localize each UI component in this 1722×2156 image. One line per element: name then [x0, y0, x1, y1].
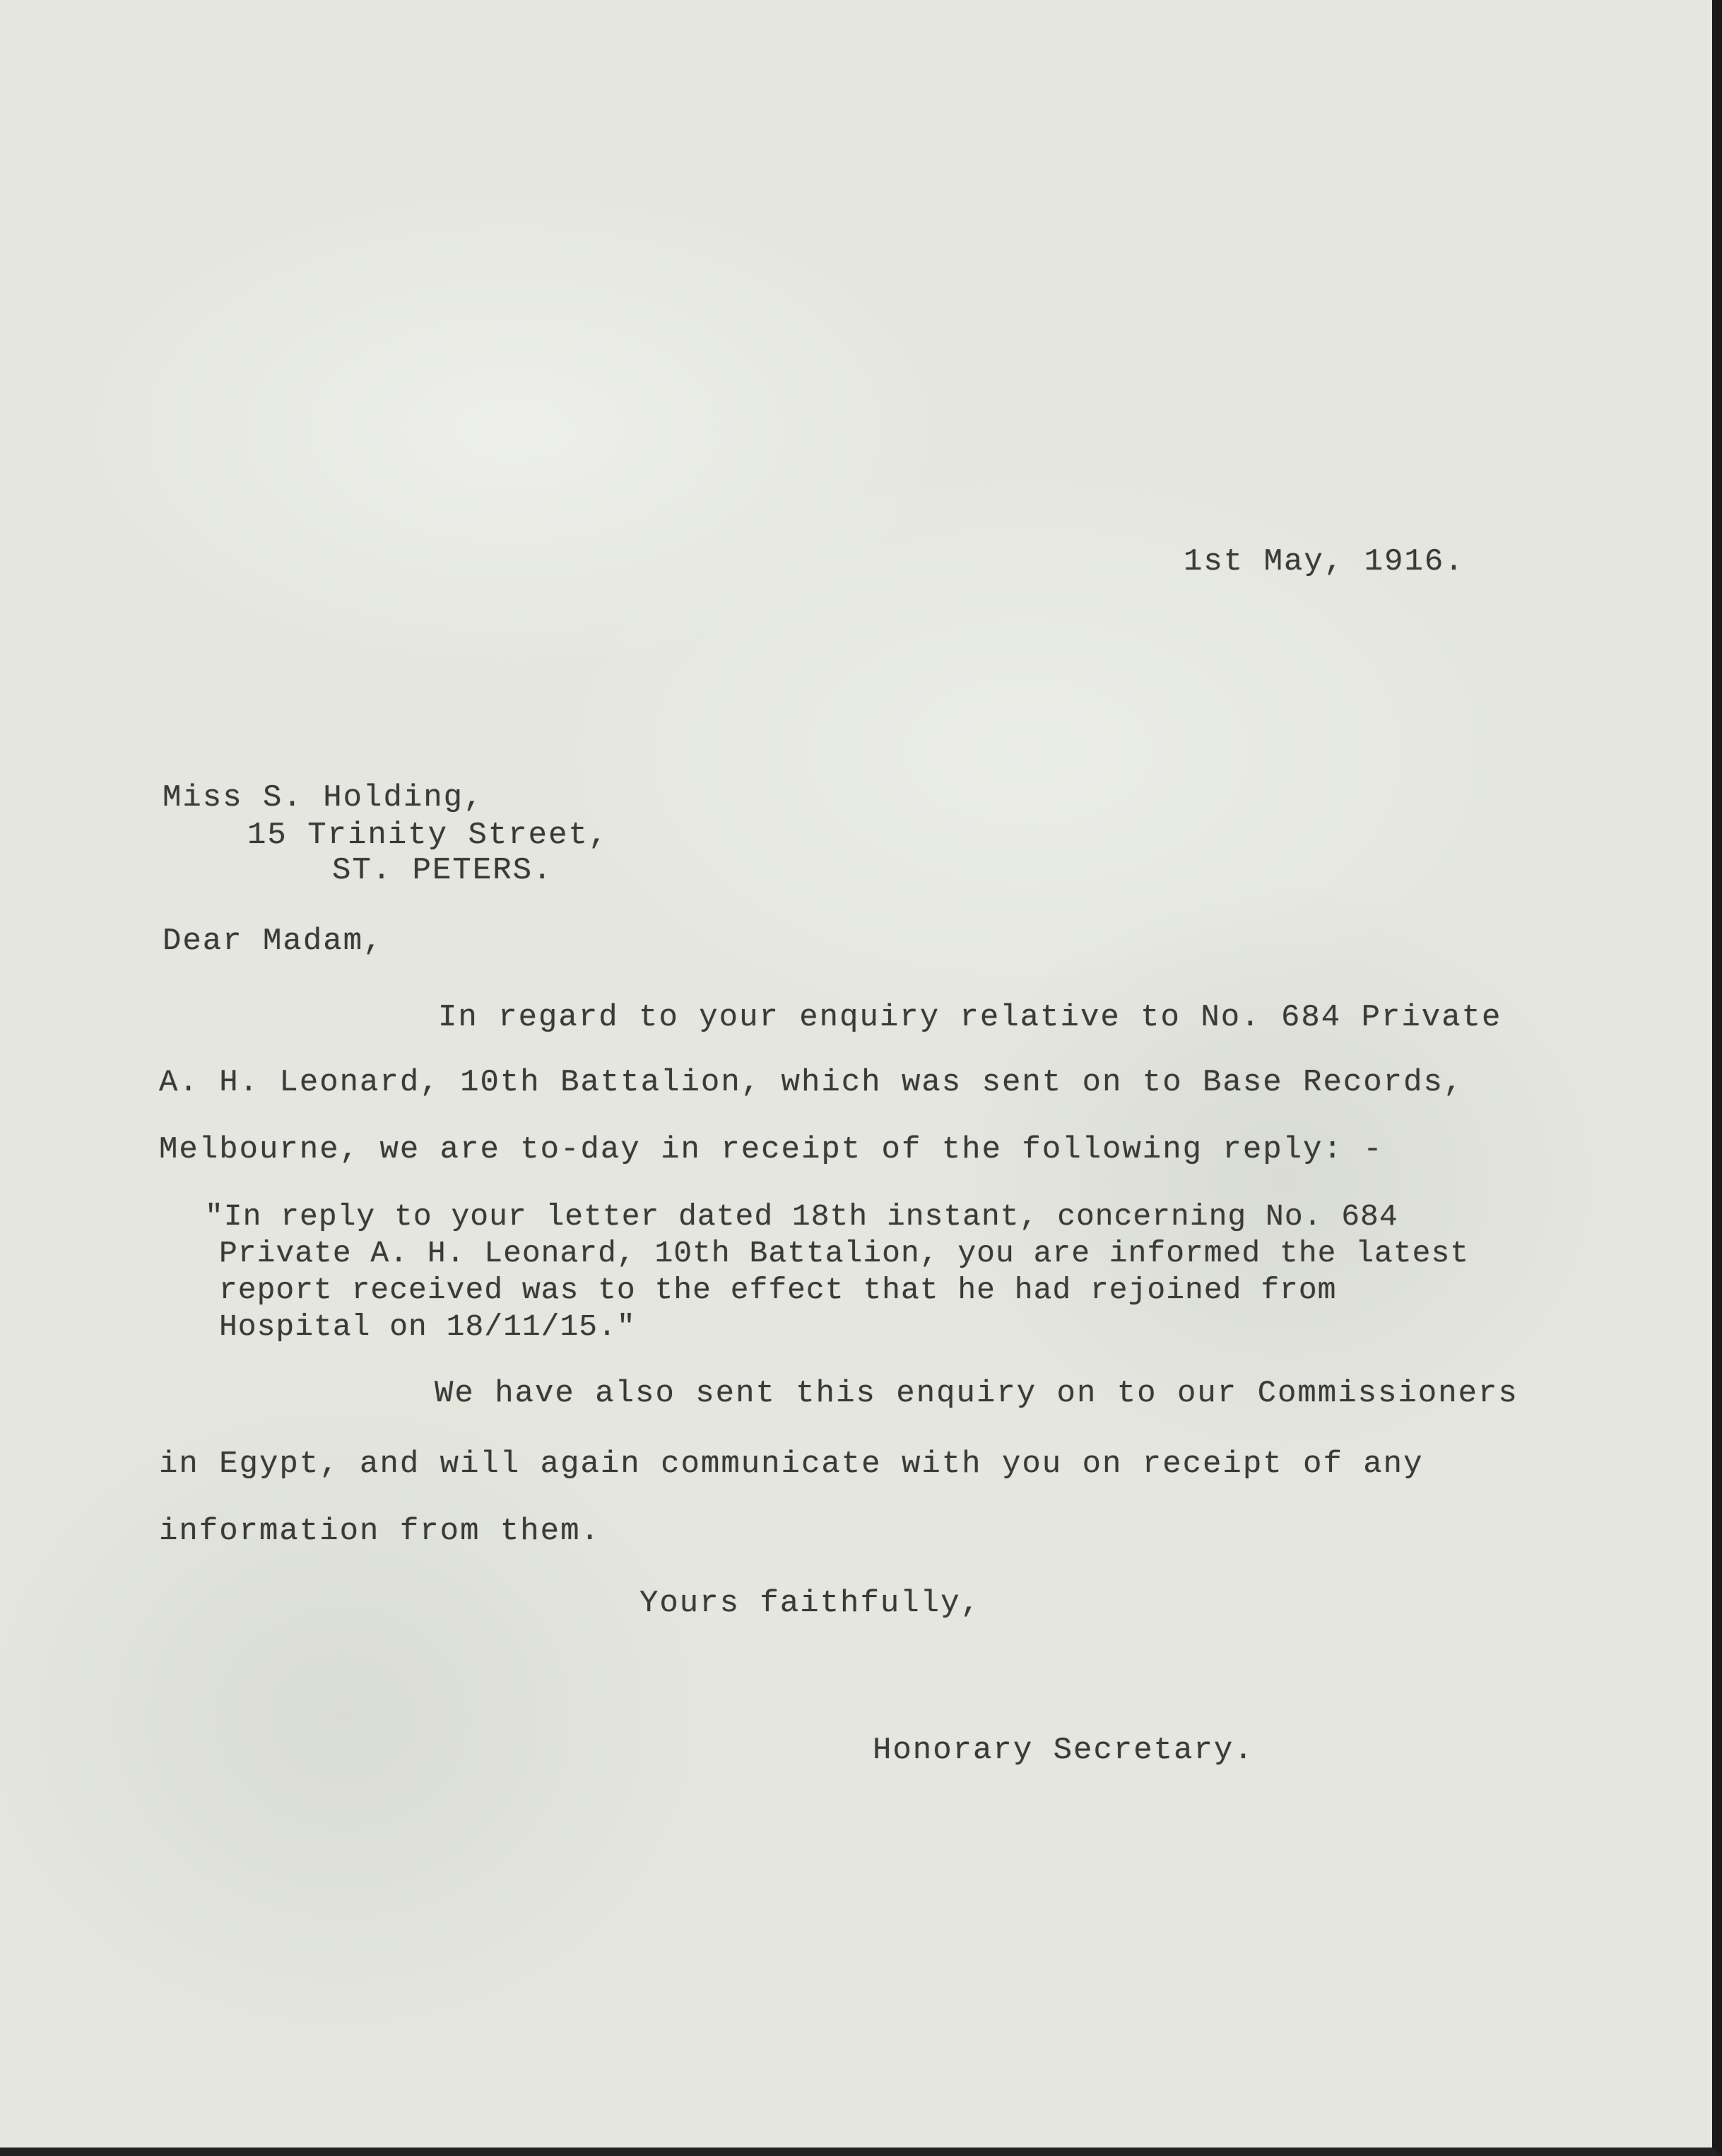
recipient-suburb: ST. PETERS. [332, 853, 553, 888]
quoted-reply-line: "In reply to your letter dated 18th instant, concerning No. 684 [205, 1199, 1398, 1234]
paragraph-line: information from them. [159, 1514, 601, 1549]
quoted-reply-line: Private A. H. Leonard, 10th Battalion, you are informed the latest [219, 1236, 1470, 1271]
paragraph-line: in Egypt, and will again communicate with you on receipt of any [159, 1447, 1424, 1482]
paragraph-line: In regard to your enquiry relative to No. 684 Private [438, 1000, 1502, 1035]
closing: Yours faithfully, [639, 1586, 981, 1621]
paragraph-line: A. H. Leonard, 10th Battalion, which was sent on to Base Records, [159, 1065, 1464, 1100]
signature-title: Honorary Secretary. [873, 1733, 1254, 1768]
recipient-street: 15 Trinity Street, [247, 818, 609, 853]
paragraph-line: We have also sent this enquiry on to our Commissioners [435, 1376, 1518, 1411]
recipient-name: Miss S. Holding, [163, 780, 484, 815]
quoted-reply-line: report received was to the effect that he had rejoined from [219, 1273, 1337, 1307]
letter-date: 1st May, 1916. [1184, 544, 1465, 579]
paragraph-line: Melbourne, we are to-day in receipt of the following reply: - [159, 1132, 1384, 1167]
quoted-reply-line: Hospital on 18/11/15." [219, 1309, 636, 1344]
salutation: Dear Madam, [163, 924, 384, 959]
